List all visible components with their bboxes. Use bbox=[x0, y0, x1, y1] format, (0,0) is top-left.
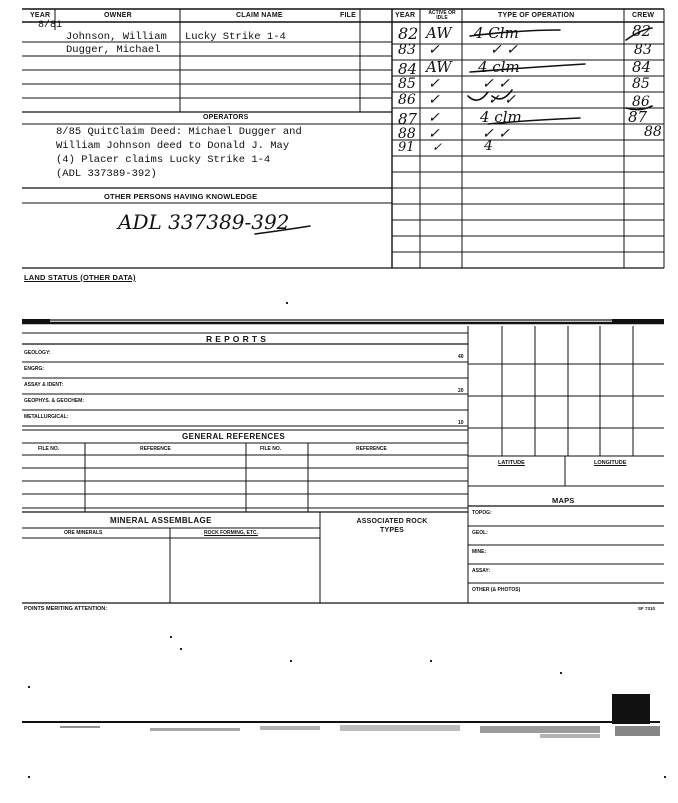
activity-type: 4 clm bbox=[480, 108, 522, 126]
active-idle-header: ACTIVE OR IDLE bbox=[428, 10, 456, 21]
owner-year: 8/81 bbox=[38, 20, 63, 31]
activity-type: 4 Clm bbox=[474, 24, 519, 42]
activity-status: AW bbox=[426, 58, 452, 76]
activity-type: ✓ ✓ bbox=[482, 126, 510, 142]
activity-status: ✓ bbox=[432, 140, 443, 154]
map-row-topog: TOPOG: bbox=[472, 510, 492, 516]
year-header-right: YEAR bbox=[395, 12, 416, 19]
associated-rock-types-label: ASSOCIATED ROCK TYPES bbox=[356, 518, 428, 534]
report-label-assay: ASSAY & IDENT: bbox=[24, 382, 64, 388]
operators-label: OPERATORS bbox=[203, 114, 249, 121]
ref-col-file-no-2: FILE NO. bbox=[260, 446, 282, 452]
activity-crew: 83 bbox=[634, 42, 652, 58]
rock-forming-label: ROCK FORMING, ETC. bbox=[204, 530, 258, 536]
operator-line: 8/85 QuitClaim Deed: Michael Dugger and bbox=[56, 126, 302, 138]
activity-crew: 82 bbox=[632, 22, 652, 40]
activity-crew: 87 bbox=[628, 108, 648, 126]
operator-line: William Johnson deed to Donald J. May bbox=[56, 140, 290, 152]
activity-crew: 88 bbox=[644, 124, 662, 140]
activity-type: ✓ ✓ bbox=[482, 76, 510, 92]
ref-col-file-no: FILE NO. bbox=[38, 446, 60, 452]
land-status-label: LAND STATUS (OTHER DATA) bbox=[24, 273, 136, 282]
activity-status: ✓ bbox=[428, 92, 440, 108]
activity-year: 83 bbox=[398, 42, 416, 58]
report-label-engrg: ENGRG: bbox=[24, 366, 44, 372]
report-label-metallurgical: METALLURGICAL: bbox=[24, 414, 69, 420]
ore-minerals-label: ORE MINERALS bbox=[64, 530, 103, 536]
report-label-geophys: GEOPHYS. & GEOCHEM: bbox=[24, 398, 85, 404]
report-num-metallurgical: 10 bbox=[458, 420, 464, 426]
operator-line: (ADL 337389-392) bbox=[56, 168, 157, 180]
crew-header: CREW bbox=[632, 12, 655, 19]
reports-title: R E P O R T S bbox=[206, 334, 267, 344]
other-persons-note: ADL 337389-392 bbox=[118, 210, 290, 234]
ref-col-reference: REFERENCE bbox=[140, 446, 171, 452]
activity-type: ✓ ✓ bbox=[488, 92, 516, 108]
claim-name-header: CLAIM NAME bbox=[236, 12, 283, 19]
type-of-operation-header: TYPE OF OPERATION bbox=[498, 12, 575, 19]
map-row-geol: GEOL: bbox=[472, 530, 488, 536]
activity-year: 84 bbox=[398, 60, 418, 78]
activity-status: ✓ bbox=[428, 126, 440, 142]
activity-status: ✓ bbox=[428, 42, 440, 58]
activity-type: 4 bbox=[484, 138, 493, 154]
longitude-label: LONGITUDE bbox=[594, 460, 627, 466]
activity-crew: 84 bbox=[632, 58, 652, 76]
ref-col-reference-2: REFERENCE bbox=[356, 446, 387, 452]
activity-type: 4 clm bbox=[478, 58, 520, 76]
activity-crew: 85 bbox=[632, 76, 650, 92]
other-persons-label: OTHER PERSONS HAVING KNOWLEDGE bbox=[104, 192, 258, 201]
mineral-assemblage-title: MINERAL ASSEMBLAGE bbox=[110, 516, 212, 525]
map-row-other: OTHER (& PHOTOS) bbox=[472, 587, 521, 593]
owner-2: Dugger, Michael bbox=[66, 44, 161, 56]
form-number: SF 7310 bbox=[638, 606, 656, 611]
report-num-assay: 20 bbox=[458, 388, 464, 394]
activity-year: 82 bbox=[398, 24, 419, 43]
operator-line: (4) Placer claims Lucky Strike 1-4 bbox=[56, 154, 271, 166]
activity-year: 87 bbox=[398, 110, 418, 128]
activity-year: 88 bbox=[398, 126, 416, 142]
activity-year: 91 bbox=[398, 140, 415, 155]
report-label-geology: GEOLOGY: bbox=[24, 350, 51, 356]
activity-status: ✓ bbox=[428, 76, 440, 92]
owner-header: OWNER bbox=[104, 12, 132, 19]
activity-year: 85 bbox=[398, 76, 416, 92]
map-row-assay: ASSAY: bbox=[472, 568, 491, 574]
points-meriting-attention-label: POINTS MERITING ATTENTION: bbox=[24, 606, 108, 612]
activity-status: ✓ bbox=[428, 110, 440, 126]
maps-title: MAPS bbox=[552, 496, 575, 505]
activity-crew: 86 bbox=[632, 94, 650, 110]
file-header: FILE bbox=[340, 12, 356, 19]
report-num-geology: 40 bbox=[458, 354, 464, 360]
map-row-mine: MINE: bbox=[472, 549, 487, 555]
activity-type: ✓ ✓ bbox=[490, 42, 518, 58]
latitude-label: LATITUDE bbox=[498, 460, 525, 466]
activity-status: AW bbox=[426, 24, 452, 42]
owner-1: Johnson, William bbox=[66, 31, 167, 43]
year-header: YEAR bbox=[30, 12, 51, 19]
claim-name: Lucky Strike 1-4 bbox=[185, 31, 286, 43]
activity-year: 86 bbox=[398, 92, 416, 108]
general-references-title: GENERAL REFERENCES bbox=[182, 432, 286, 441]
